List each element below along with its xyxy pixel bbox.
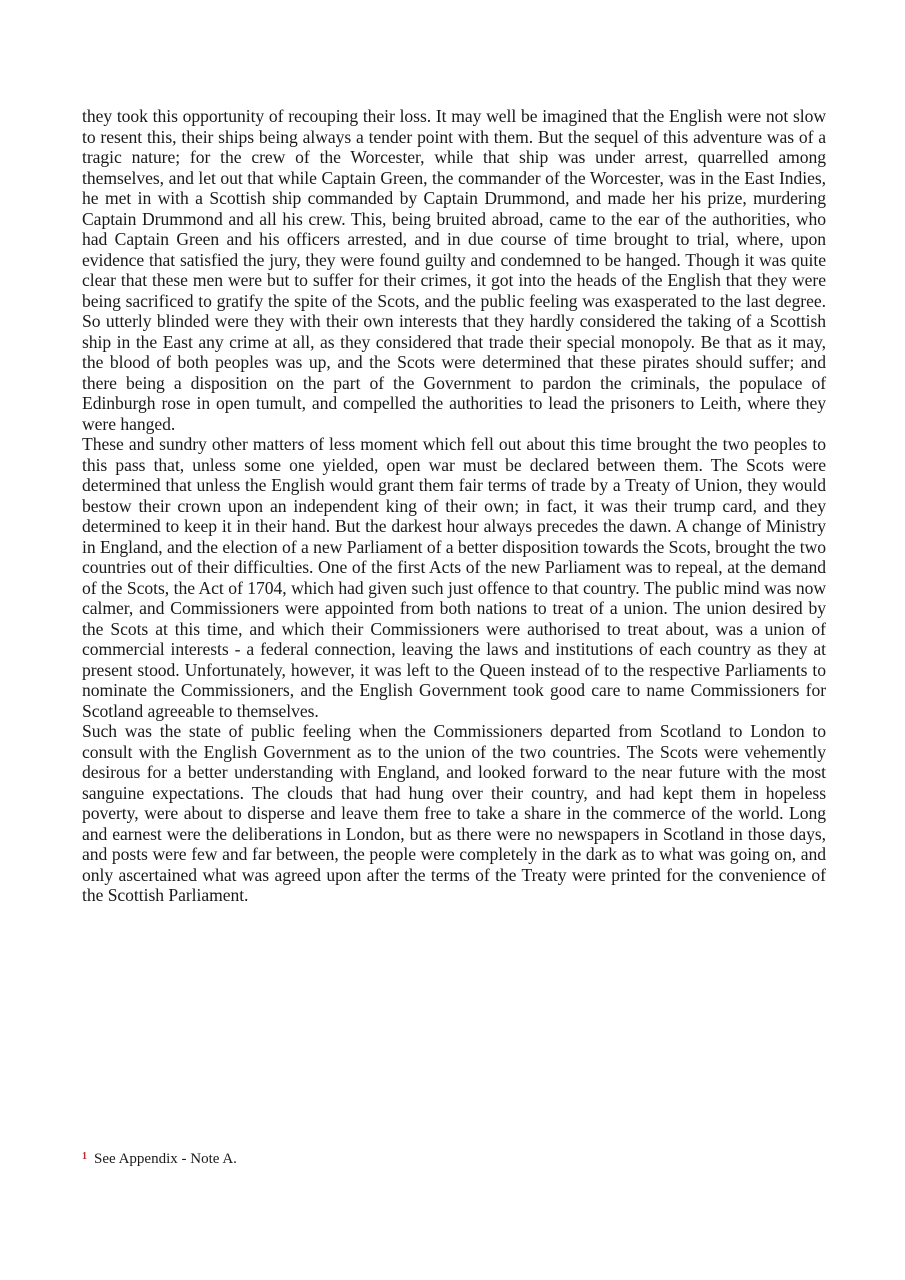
footnote-marker[interactable]: 1 [82,1151,87,1162]
footnote [82,1151,237,1168]
paragraph-3: Such was the state of public feeling when the Commissioners departed from Scotland to London to consult with the English Government as to the union of the two countries. The Scots were vehemently desirous for a better understanding with England, and looked forward to the near future with the most sanguine expectations. The clouds that had hung over their country, and had kept them in hopeless poverty, were about to disperse and leave them free to take a share in the commerce of the world. Long and earnest were the deliberations in London, but as there were no newspapers in Scotland in those days, and posts were few and far between, the people were completely in the dark as to what was going on, and only ascertained what was agreed upon after the terms of the Treaty were printed for the convenience of the Scottish Parliament. [82,721,826,905]
body-text [82,106,826,906]
paragraph-1: they took this opportunity of recouping their loss. It may well be imagined that the English were not slow to resent this, their ships being always a tender point with them. But the sequel of this adventure was of a tragic nature; for the crew of the Worcester, while that ship was under arrest, quarrelled among themselves, and let out that while Captain Green, the commander of the Worcester, was in the East Indies, he met in with a Scottish ship commanded by Captain Drummond, and made her his prize, murdering Captain Drummond and all his crew. This, being bruited abroad, came to the ear of the authorities, who had Captain Green and his officers arrested, and in due course of time brought to trial, where, upon evidence that satisfied the jury, they were found guilty and condemned to be hanged. Though it was quite clear that these men were but to suffer for their crimes, it got into the heads of the English that they were being sacrificed to gratify the spite of the Scots, and the public feeling was exasperated to the last degree. So utterly blinded were they with their own interests that they hardly considered the taking of a Scottish ship in the East any crime at all, as they considered that trade their special monopoly. Be that as it may, the blood of both peoples was up, and the Scots were determined that these pirates should suffer; and there being a disposition on the part of the Government to pardon the criminals, the populace of Edinburgh rose in open tumult, and compelled the authorities to lead the prisoners to Leith, where they were hanged. [82,106,826,434]
footnote-text: See Appendix - Note A. [94,1151,237,1167]
paragraph-2: These and sundry other matters of less moment which fell out about this time brought the two peoples to this pass that, unless some one yielded, open war must be declared between them. The Scots were determined that unless the English would grant them fair terms of trade by a Treaty of Union, they would bestow their crown upon an independent king of their own; in fact, it was their trump card, and they determined to keep it in their hand. But the darkest hour always precedes the dawn. A change of Ministry in England, and the election of a new Parliament of a better disposition towards the Scots, brought the two countries out of their difficulties. One of the first Acts of the new Parliament was to repeal, at the demand of the Scots, the Act of 1704, which had given such just offence to that country. The public mind was now calmer, and Commissioners were appointed from both nations to treat of a union. The union desired by the Scots at this time, and which their Commissioners were authorised to treat about, was a union of commercial interests - a federal connection, leaving the laws and institutions of each country as they at present stood. Unfortunately, however, it was left to the Queen instead of to the respective Parliaments to nominate the Commissioners, and the English Government took good care to name Commissioners for Scotland agreeable to themselves. [82,434,826,721]
